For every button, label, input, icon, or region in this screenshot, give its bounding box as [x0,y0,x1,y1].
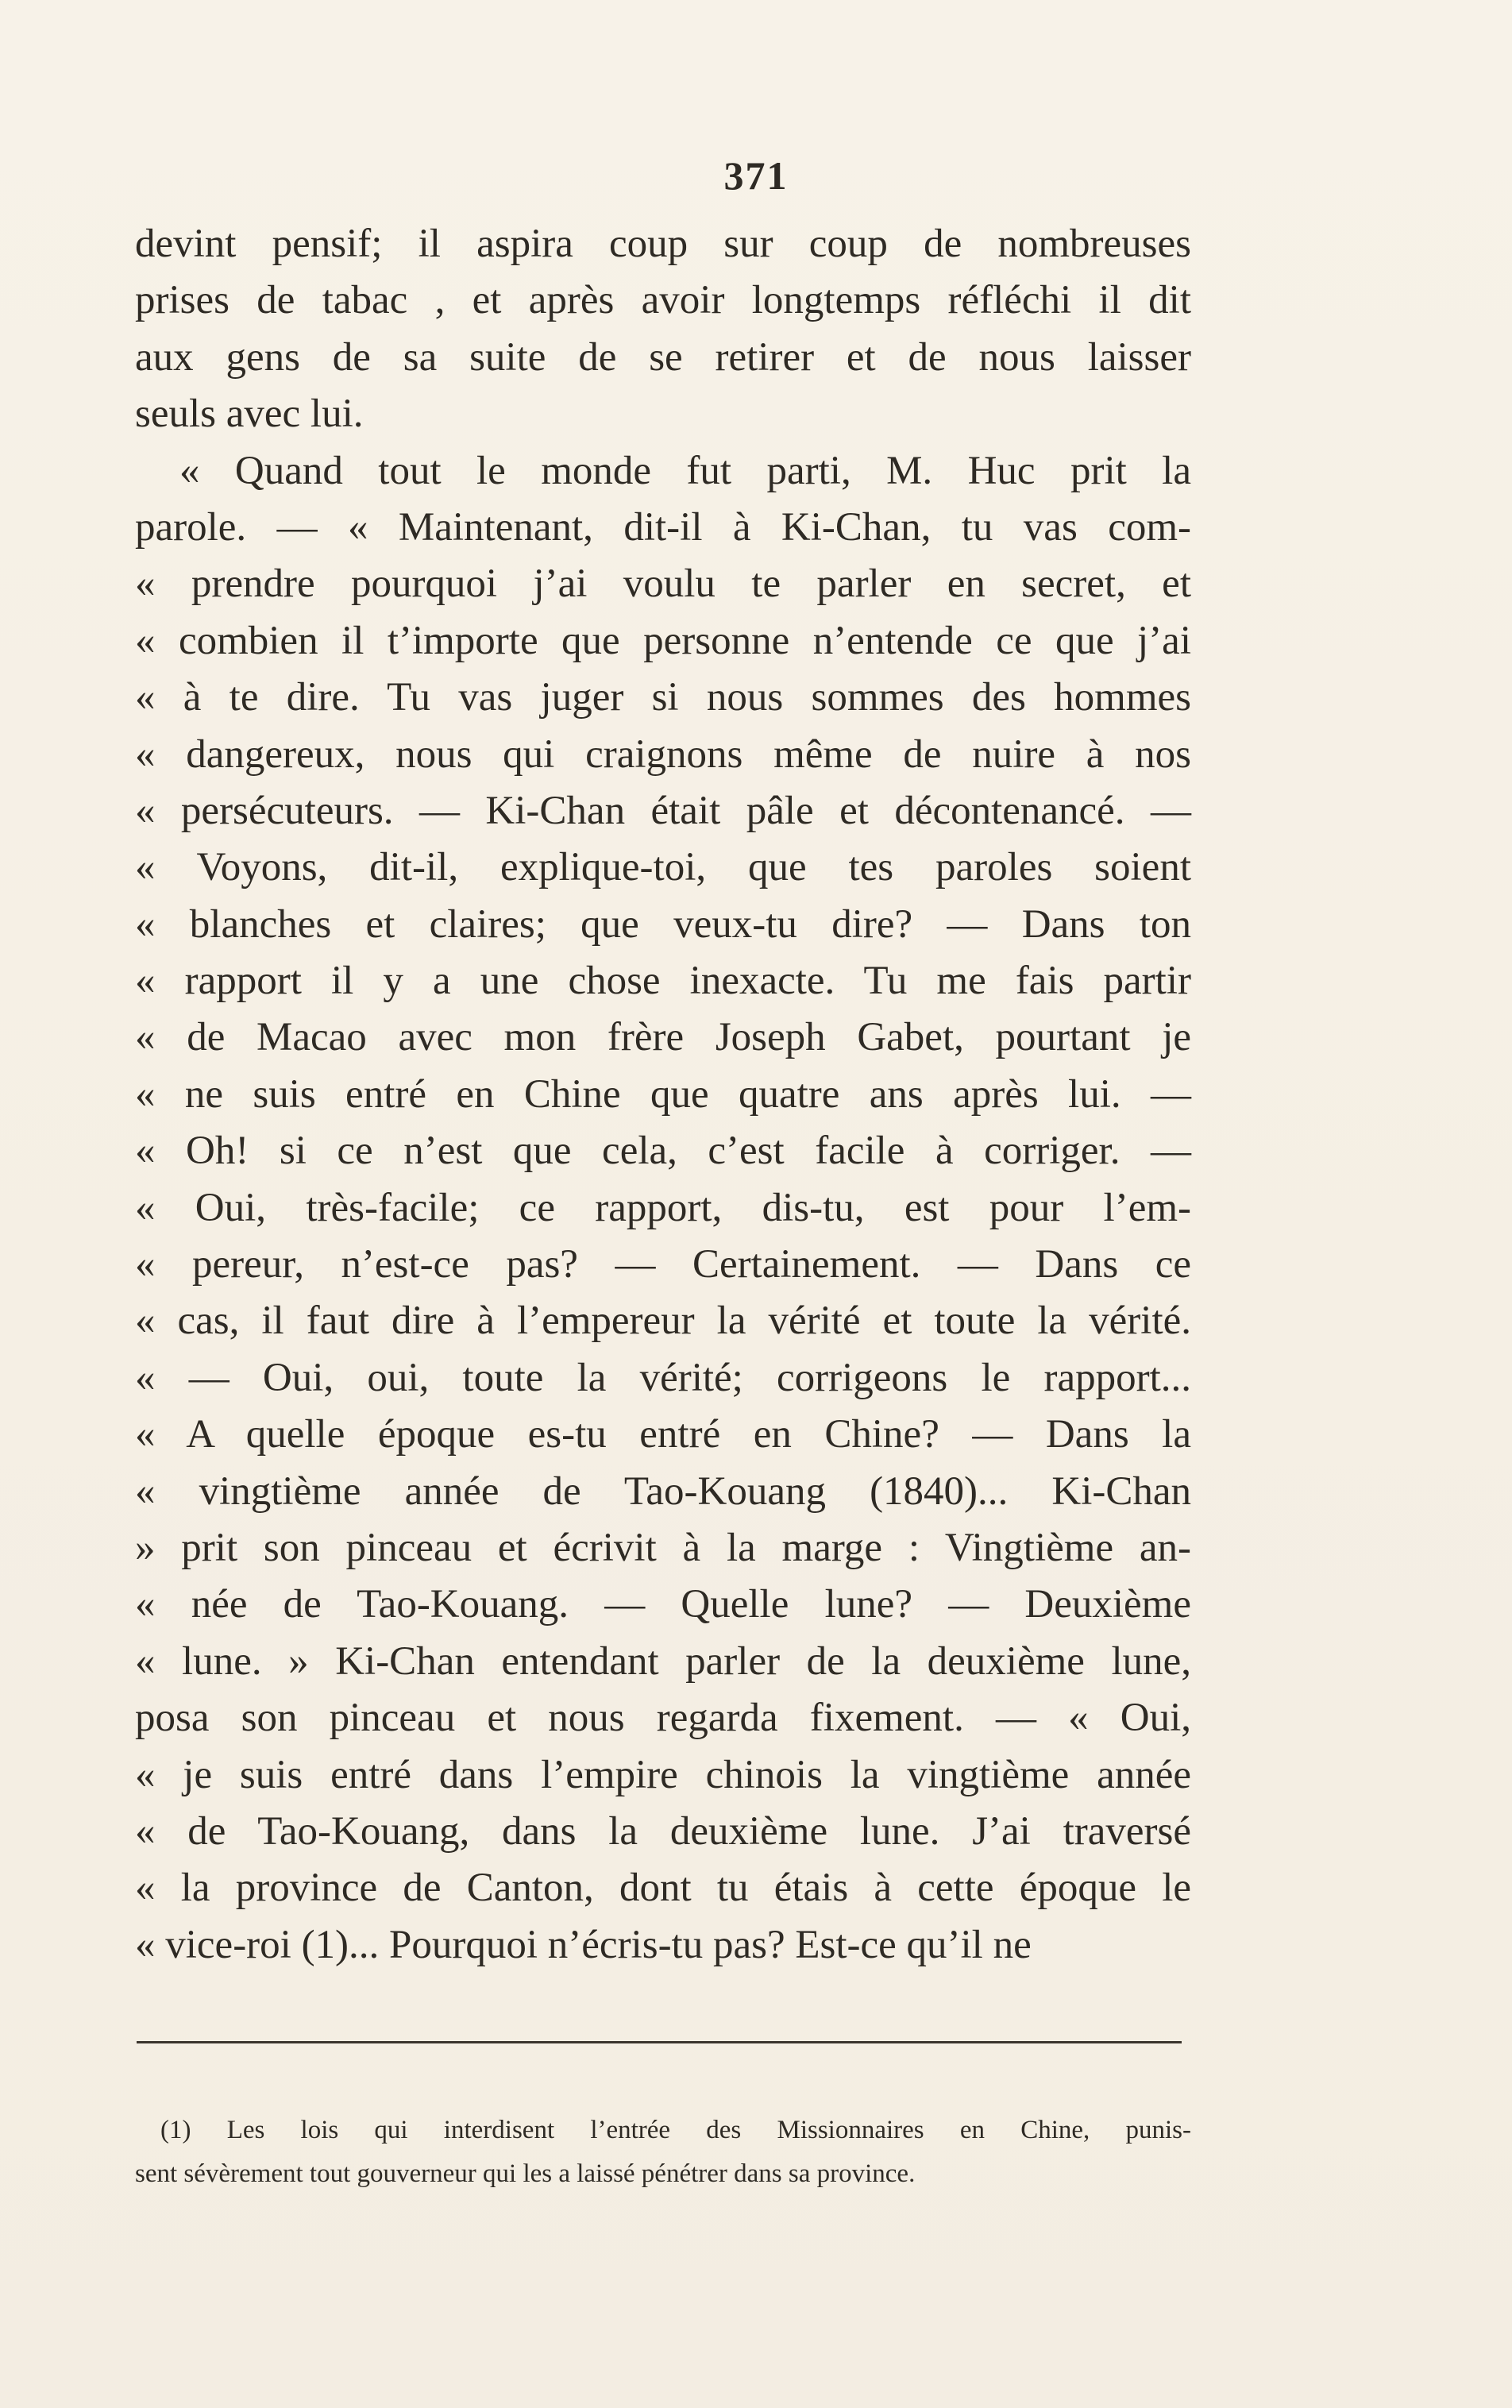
text-line: « A quelle époque es-tu entré en Chine? — Dans la [135,1412,1191,1457]
text-line: » prit son pinceau et écrivit à la marge : Vingtième an- [135,1525,1191,1570]
footnote-line: (1) Les lois qui interdisent l’entrée des Missionnaires en Chine, punis- [160,2116,1191,2144]
text-line: « Voyons, dit-il, explique-toi, que tes paroles soient [135,845,1191,890]
text-line: parole. — « Maintenant, dit-il à Ki-Chan, tu vas com- [135,504,1191,550]
text-line: « Oh! si ce n’est que cela, c’est facile à corriger. — [135,1129,1191,1174]
text-line: « dangereux, nous qui craignons même de nuire à nos [135,731,1191,777]
text-line: « persécuteurs. — Ki-Chan était pâle et décontenancé. — [135,788,1191,833]
text-line: aux gens de sa suite de se retirer et de nous laisser [135,334,1191,380]
text-line: « vice-roi (1)... Pourquoi n’écris-tu pas? Est-ce qu’il ne [135,1922,1032,1967]
text-line: « Oui, très-facile; ce rapport, dis-tu, est pour l’em- [135,1185,1191,1230]
body-text [135,216,1191,1974]
footnote [135,2109,1191,2196]
text-line: prises de tabac , et après avoir longtemps réfléchi il dit [135,278,1191,323]
footnote-line: sent sévèrement tout gouverneur qui les a laissé pénétrer dans sa province. [135,2159,916,2188]
text-line: « je suis entré dans l’empire chinois la vingtième année [135,1752,1191,1797]
text-line: « ne suis entré en Chine que quatre ans après lui. — [135,1071,1191,1117]
text-line: « la province de Canton, dont tu étais à cette époque le [135,1866,1191,1911]
text-line: « cas, il faut dire à l’empereur la vérité et toute la vérité. [135,1299,1191,1344]
text-line: « — Oui, oui, toute la vérité; corrigeons le rapport... [135,1355,1191,1400]
text-line: « vingtième année de Tao-Kouang (1840)... Ki-Chan [135,1468,1191,1514]
text-line: « combien il t’importe que personne n’entende ce que j’ai [135,618,1191,663]
text-line: « Quand tout le monde fut parti, M. Huc prit la [179,448,1191,493]
text-line: « prendre pourquoi j’ai voulu te parler en secret, et [135,561,1191,607]
text-line: « blanches et claires; que veux-tu dire? — Dans ton [135,901,1191,947]
text-line: « lune. » Ki-Chan entendant parler de la deuxième lune, [135,1638,1191,1684]
footnote-divider [137,2041,1182,2043]
text-line: « pereur, n’est-ce pas? — Certainement. — Dans ce [135,1242,1191,1287]
text-line: « de Macao avec mon frère Joseph Gabet, pourtant je [135,1015,1191,1060]
text-line: « de Tao-Kouang, dans la deuxième lune. J’ai traversé [135,1808,1191,1854]
page-number: 371 [723,153,789,198]
text-line: « née de Tao-Kouang. — Quelle lune? — Deuxième [135,1582,1191,1627]
text-line: devint pensif; il aspira coup sur coup de nombreuses [135,222,1191,266]
text-line: « à te dire. Tu vas juger si nous sommes des hommes [135,675,1191,720]
text-line: seuls avec lui. [135,392,364,437]
text-line: posa son pinceau et nous regarda fixement. — « Oui, [135,1696,1191,1741]
text-line: « rapport il y a une chose inexacte. Tu me fais partir [135,959,1191,1004]
